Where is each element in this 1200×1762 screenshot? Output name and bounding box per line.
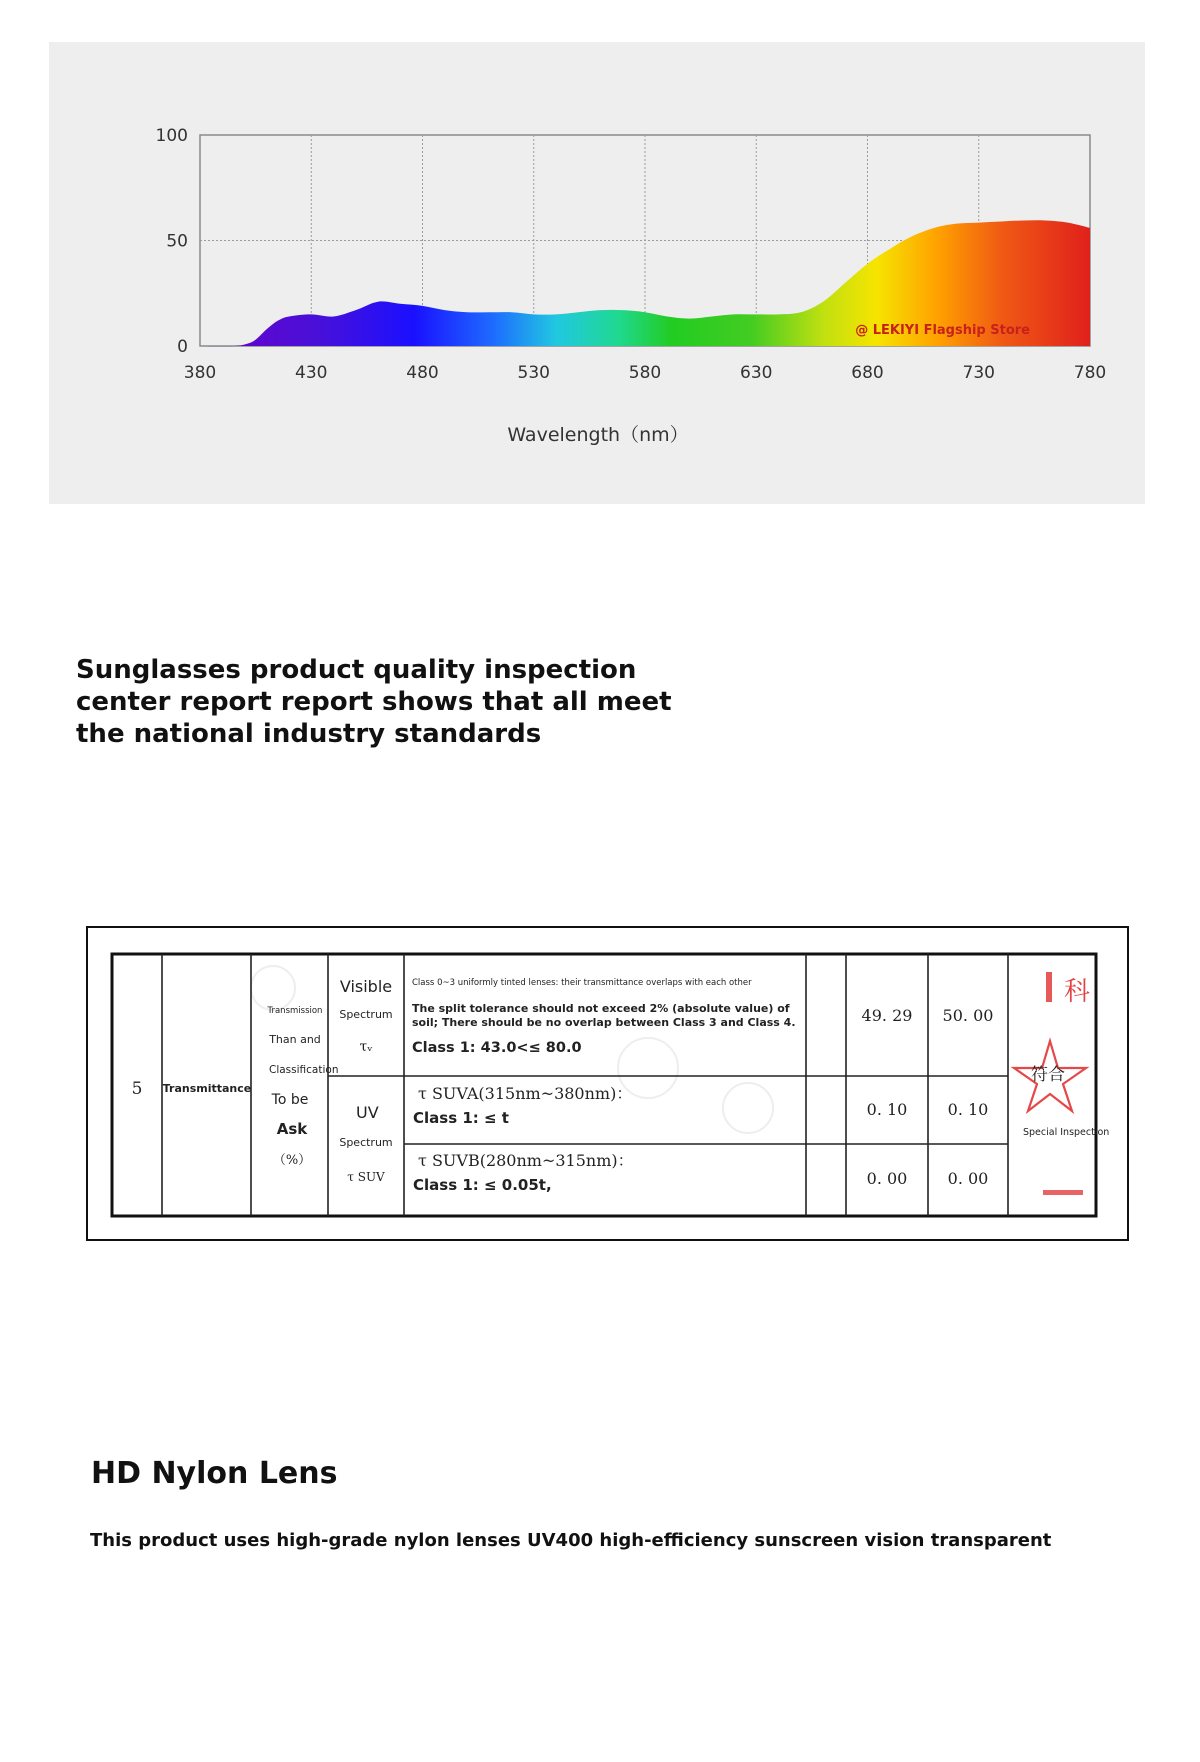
x-tick-label: 430 [295, 363, 328, 383]
inspection-heading: Sunglasses product quality inspection center report report shows that all meet the national industry standards [76, 655, 672, 749]
x-tick-label: 680 [851, 363, 884, 383]
visible-tolerance-line-1: The split tolerance should not exceed 2% (absolute value) of [412, 1002, 790, 1015]
inspection-report-image [86, 926, 1129, 1241]
x-tick-label: 780 [1073, 363, 1107, 383]
y-tick-label: 100 [155, 126, 188, 146]
visible-label: Visible [339, 977, 393, 996]
stamp-caption: Special Inspection [1023, 1127, 1110, 1138]
req-line-2: Than and [269, 1033, 321, 1046]
uvb-value-1: 0. 00 [866, 1169, 908, 1188]
uva-formula: τ SUVA(315nm~380nm)： [418, 1084, 633, 1103]
uv-spectrum-label: Spectrum [339, 1136, 393, 1149]
uv-label: UV [356, 1103, 379, 1122]
x-tick-label: 630 [740, 363, 773, 383]
visible-symbol: τᵥ [359, 1039, 373, 1055]
uva-value-1: 0. 10 [866, 1100, 908, 1119]
visible-class-line: Class 1: 43.0<≤ 80.0 [412, 1040, 582, 1056]
uv-symbol: τ SUV [347, 1170, 385, 1184]
item-number: 5 [131, 1079, 143, 1099]
req-line-3: Classification [269, 1064, 339, 1076]
x-tick-label: 730 [962, 363, 995, 383]
req-line-6: （%） [272, 1153, 312, 1168]
x-axis-title: Wavelength（nm） [507, 424, 689, 446]
item-name: Transmittance [162, 1082, 252, 1095]
report-table [88, 928, 1131, 1243]
x-tick-label: 480 [406, 363, 439, 383]
visible-spectrum-label: Spectrum [339, 1008, 393, 1021]
lens-description: This product uses high-grade nylon lenses UV400 high-efficiency sunscreen vision transparent [90, 1530, 1052, 1551]
uvb-class: Class 1: ≤ 0.05t, [413, 1176, 552, 1194]
visible-note: Class 0~3 uniformly tinted lenses: their transmittance overlaps with each other [412, 978, 752, 988]
x-tick-label: 530 [517, 363, 550, 383]
req-line-4: To be [271, 1092, 309, 1108]
uvb-value-2: 0. 00 [947, 1169, 989, 1188]
spectrum-chart-panel [49, 42, 1145, 504]
x-tick-label: 580 [628, 363, 662, 383]
store-watermark: @ LEKIYI Flagship Store [855, 323, 1030, 338]
stamp-seal-char: 科 [1064, 977, 1091, 1007]
y-tick-label: 0 [177, 337, 188, 357]
y-tick-label: 50 [166, 231, 188, 252]
y-tick-labels [156, 126, 188, 357]
visible-value-2: 50. 00 [942, 1006, 994, 1025]
uvb-formula: τ SUVB(280nm~315nm)： [418, 1151, 634, 1170]
x-tick-labels [184, 363, 1106, 383]
lens-section-title: HD Nylon Lens [91, 1456, 338, 1491]
transmittance-spectrum-chart [49, 42, 1145, 504]
visible-tolerance-line-2: soil; There should be no overlap between Class 3 and Class 4. [412, 1016, 796, 1029]
uva-value-2: 0. 10 [947, 1100, 989, 1119]
req-line-5: Ask [276, 1120, 308, 1138]
x-tick-label: 380 [183, 363, 217, 383]
uva-class: Class 1: ≤ t [413, 1109, 509, 1127]
visible-value-1: 49. 29 [861, 1006, 913, 1025]
result-text: 符合 [1031, 1065, 1065, 1085]
req-line-1: Transmission [267, 1006, 323, 1016]
